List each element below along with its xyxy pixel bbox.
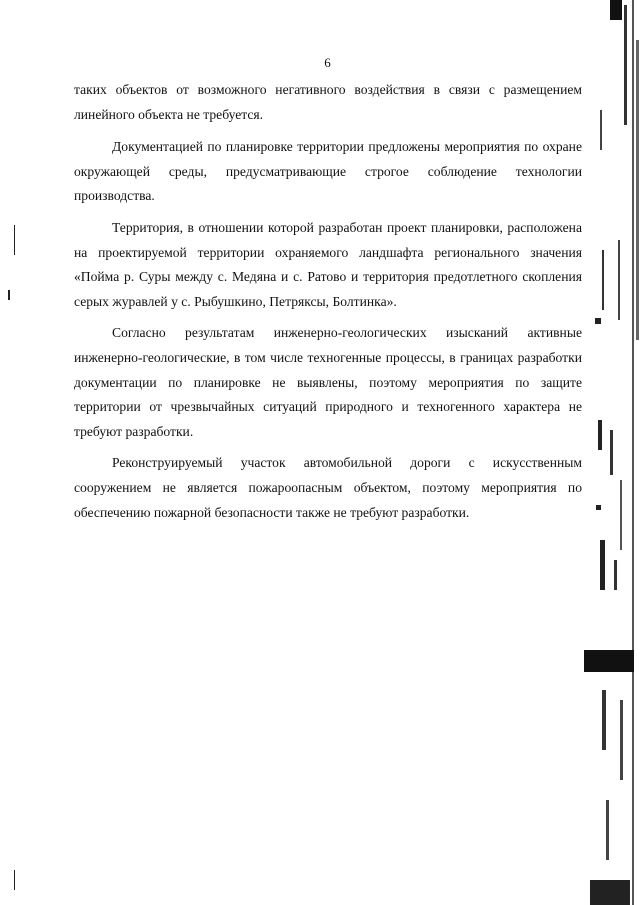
scan-speck [14,225,15,255]
paragraph-fire-safety: Реконструируемый участок автомобильной дороги с искусственным сооружением не является пожароопасным объектом, поэтому мероприятия по обеспечению пожарной безопасности также не требуют разработки. [74,455,582,520]
paragraph-territory: Территория, в отношении которой разработан проект планировки, расположена на проектируемой территории охраняемого ландшафта регионального значения «Пойма р. Суры между с. Медяна и с. Ратово и территория предотлетного скопления серых журавлей у с. Рыбушкино, Петряксы, Болтинка». [74,219,582,309]
document-body [74,78,582,525]
scan-edge-noise [580,0,640,905]
paragraph-continued: таких объектов от возможного негативного воздействия в связи с размещением линейного объекта не требуется. [74,82,582,122]
paragraph-environment-measures: Документацией по планировке территории предложены мероприятия по охране окружающей среды, предусматривающие строгое соблюдение технологии производства. [74,139,582,204]
page-number: 6 [324,55,331,70]
paragraph-geology: Согласно результатам инженерно-геологических изысканий активные инженерно-геологические, в том числе техногенные процессы, в границах разработки документации по планировке не выявлены, поэтому мероприятия по защите территории от чрезвычайных ситуаций природного и техногенного характера не требуют разработки. [74,325,582,439]
scan-speck [8,290,10,300]
scan-speck [14,870,15,890]
